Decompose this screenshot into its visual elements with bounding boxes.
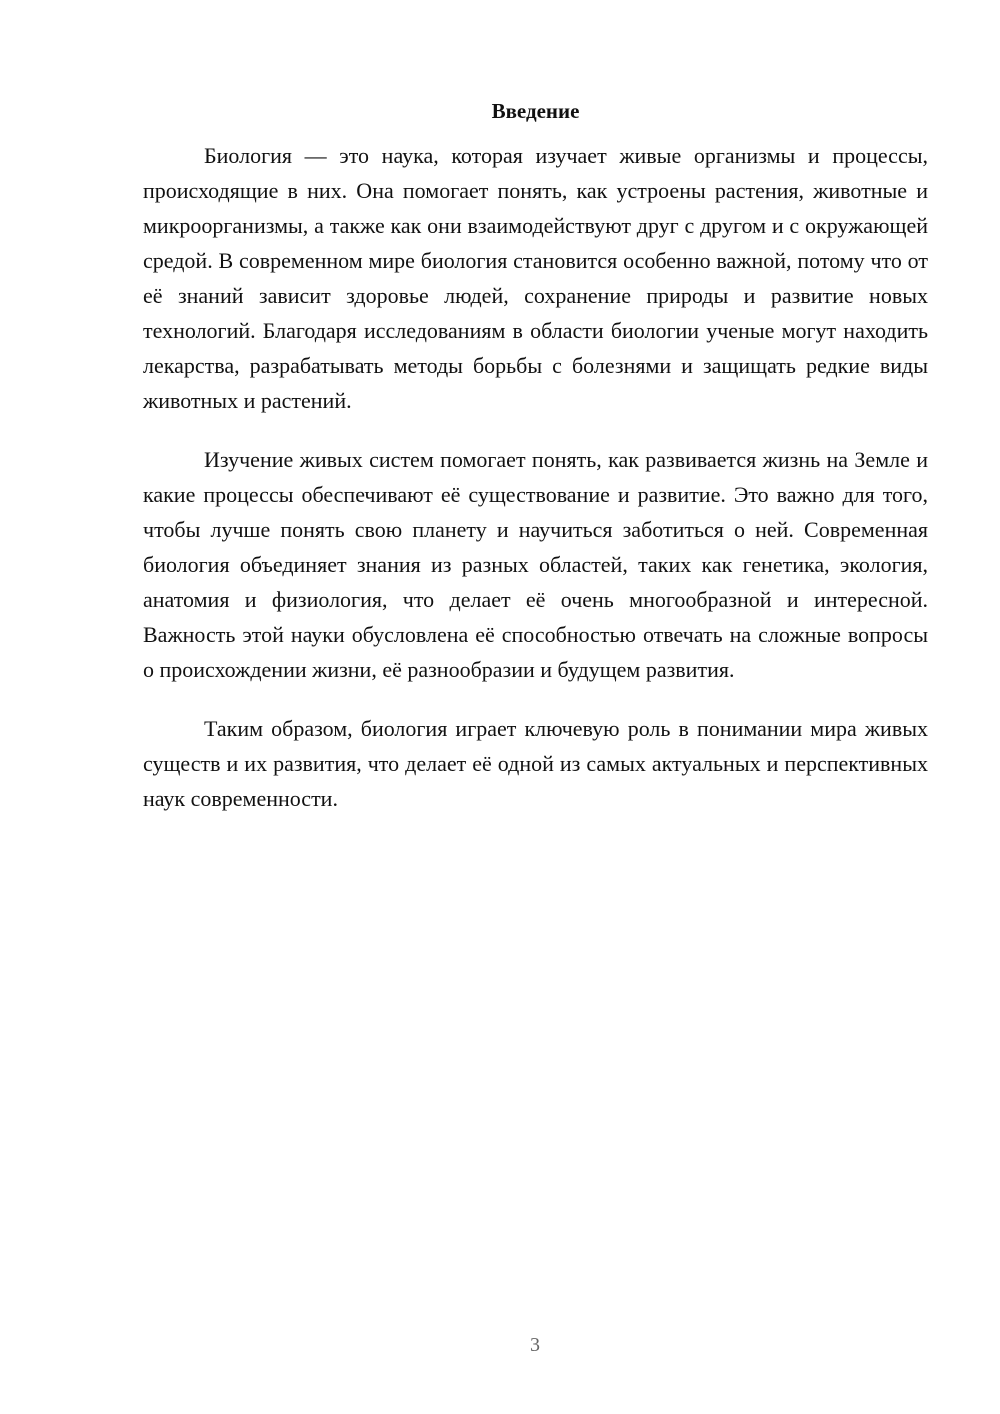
paragraph-3: Таким образом, биология играет ключевую роль в понимании мира живых существ и их развития, что делает её одной из самых актуальных и перспективных наук современности.: [143, 716, 928, 811]
paragraph-1: Биология — это наука, которая изучает живые организмы и процессы, происходящие в них. Она помогает понять, как устроены растения, животные и микроорганизмы, а также как они взаимодействуют друг с другом и с окружающей средой. В современном мире биология становится особенно важной, потому что от её знаний зависит здоровье людей, сохранение природы и развитие новых технологий. Благодаря исследованиям в области биологии ученые могут находить лекарства, разрабатывать методы борьбы с болезнями и защищать редкие виды животных и растений.: [143, 143, 928, 413]
paragraph-2: Изучение живых систем помогает понять, как развивается жизнь на Земле и какие процессы обеспечивают её существование и развитие. Это важно для того, чтобы лучше понять свою планету и научиться заботиться о ней. Современная биология объединяет знания из разных областей, таких как генетика, экология, анатомия и физиология, что делает её очень многообразной и интересной. Важность этой науки обусловлена её способностью отвечать на сложные вопросы о происхождении жизни, её разнообразии и будущем развития.: [143, 447, 928, 682]
page-content: [143, 96, 928, 840]
page-number: 3: [530, 1334, 540, 1356]
section-heading: Введение: [491, 99, 580, 123]
